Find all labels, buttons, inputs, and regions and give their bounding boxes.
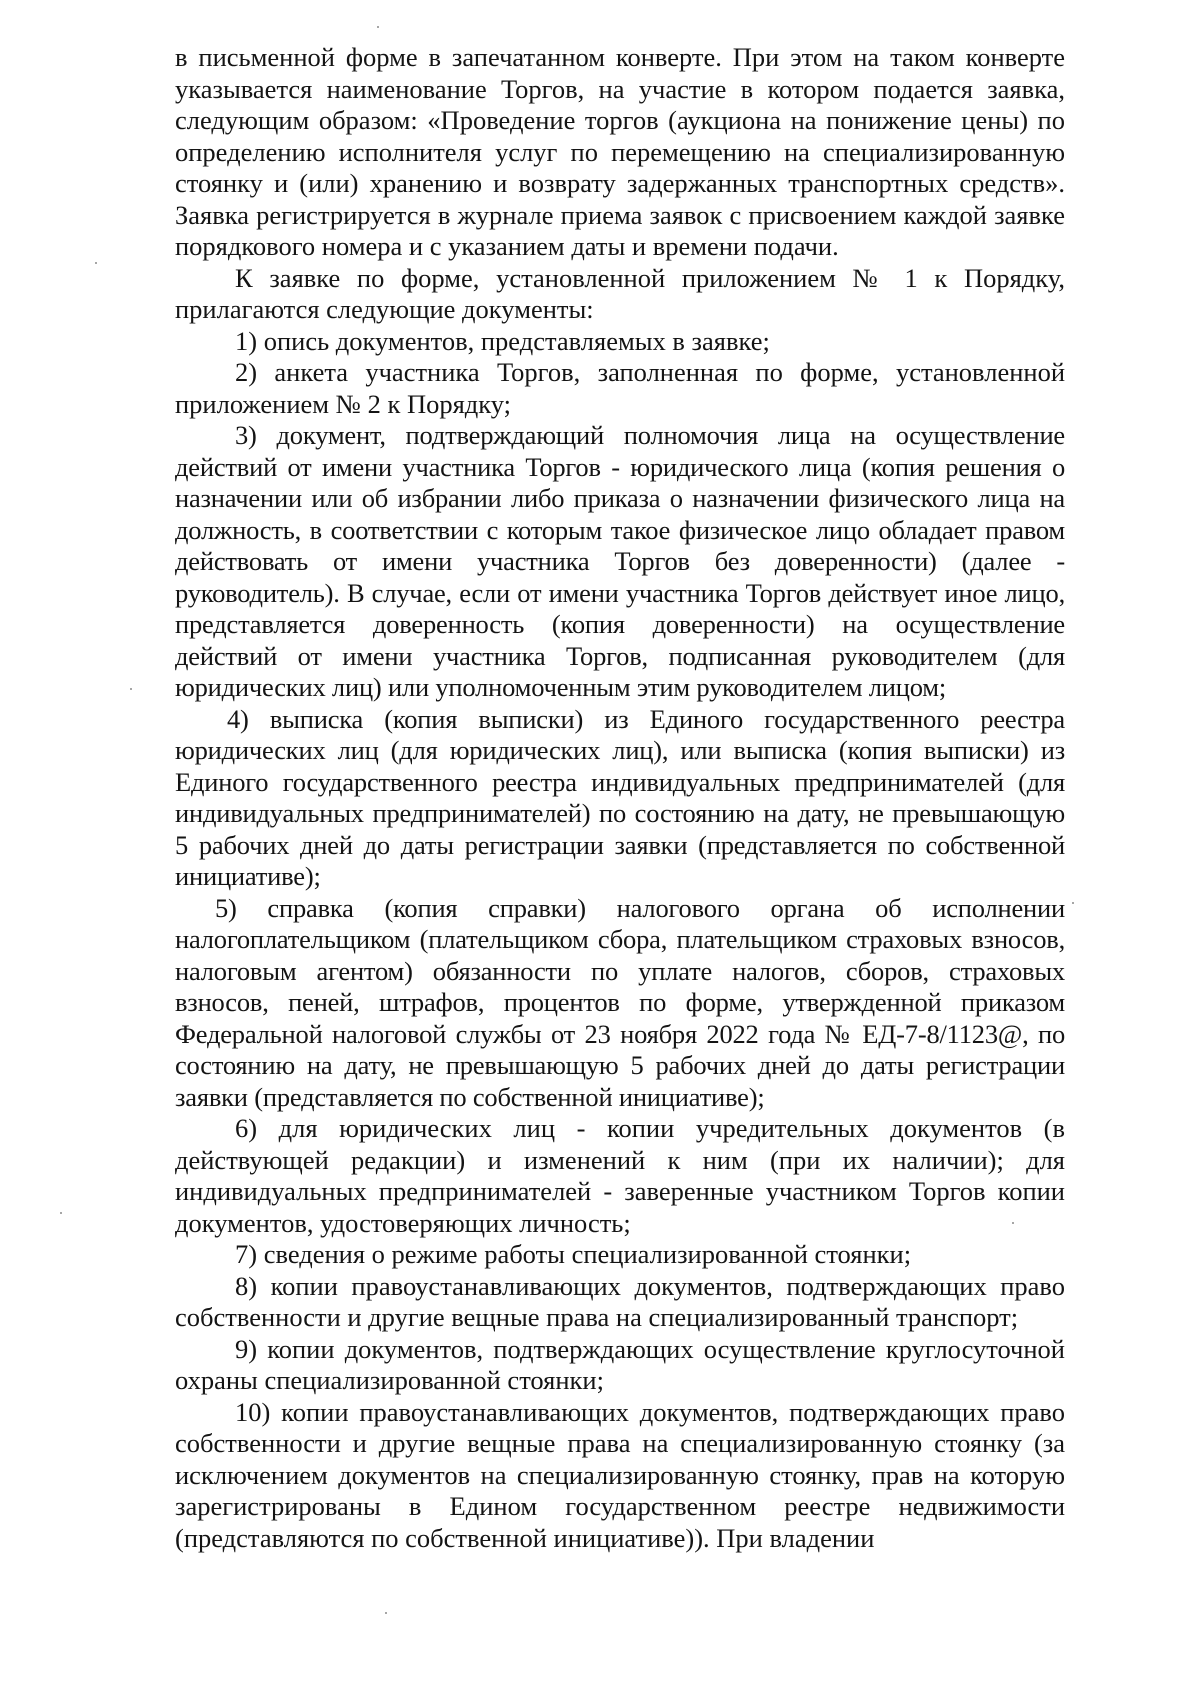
list-item-2: 2) анкета участника Торгов, заполненная по форме, установленной приложением № 2 к Порядку; [175,357,1065,419]
scan-speck [385,1612,387,1614]
list-item-9: 9) копии документов, подтверждающих осуществление круглосуточной охраны специализированной стоянки; [175,1333,1065,1395]
scan-speck [1012,1222,1014,1224]
list-item-4: 4) выписка (копия выписки) из Единого государственного реестра юридических лиц (для юридических лиц), или выписка (копия выписки) из Единого государственного реестра индивидуальных предпринимателей (для индивидуальных предпринимателей) по состоянию на дату, не превышающую 5 рабочих дней до даты регистрации заявки (представляется по собственной инициативе); [175,703,1065,891]
paragraph-intro: в письменной форме в запечатанном конверте. При этом на таком конверте указывается наименование Торгов, на участие в котором подается заявка, следующим образом: «Проведение торгов (аукциона на понижение цены) по определению исполнителя услуг по перемещению на специализированную стоянку и (или) хранению и возврату задержанных транспортных средств». Заявка регистрируется в журнале приема заявок с присвоением каждой заявке порядкового номера и с указанием даты и времени подачи. [175,42,1065,261]
scan-speck [95,262,97,264]
scan-speck [377,26,379,28]
list-item-6: 6) для юридических лиц - копии учредительных документов (в действующей редакции) и изменений к ним (при их наличии); для индивидуальных предпринимателей - заверенные участником Торгов копии документов, удостоверяющих личность; [175,1113,1065,1238]
scan-speck [60,1212,62,1214]
scan-speck [1072,902,1074,904]
list-item-7: 7) сведения о режиме работы специализированной стоянки; [235,1239,912,1269]
list-item-10: 10) копии правоустанавливающих документов, подтверждающих право собственности и другие вещные права на специализированную стоянку (за исключением документов на специализированную стоянку, прав на которую зарегистрированы в Едином государственном реестре недвижимости (представляются по собственной инициативе)). При владении [175,1396,1065,1553]
paragraph-attached-documents: К заявке по форме, установленной приложением № 1 к Порядку, прилагаются следующие документы: [175,262,1065,324]
list-item-1: 1) опись документов, представляемых в заявке; [235,325,770,356]
scan-speck [130,688,132,690]
list-item-5: 5) справка (копия справки) налогового органа об исполнении налогоплательщиком (плательщиком сбора, плательщиком страховых взносов, налоговым агентом) обязанности по уплате налогов, сборов, страховых взносов, пеней, штрафов, процентов по форме, утвержденной приказом Федеральной налоговой службы от 23 ноября 2022 года № ЕД-7-8/1123@, по состоянию на дату, не превышающую 5 рабочих дней до даты регистрации заявки (представляется по собственной инициативе); [175,892,1065,1112]
list-item-3: 3) документ, подтверждающий полномочия лица на осуществление действий от имени участника Торгов - юридического лица (копия решения о назначении или об избрании либо приказа о назначении физического лица на должность, в соответствии с которым такое физическое лицо обладает правом действовать от имени участника Торгов без доверенности) (далее - руководитель). В случае, если от имени участника Торгов действует иное лицо, представляется доверенность (копия доверенности) на осуществление действий от имени участника Торгов, подписанная руководителем (для юридических лиц) или уполномоченным этим руководителем лицом; [175,420,1065,702]
list-item-8: 8) копии правоустанавливающих документов, подтверждающих право собственности и другие вещные права на специализированный транспорт; [175,1270,1065,1332]
document-page [175,42,1065,1554]
